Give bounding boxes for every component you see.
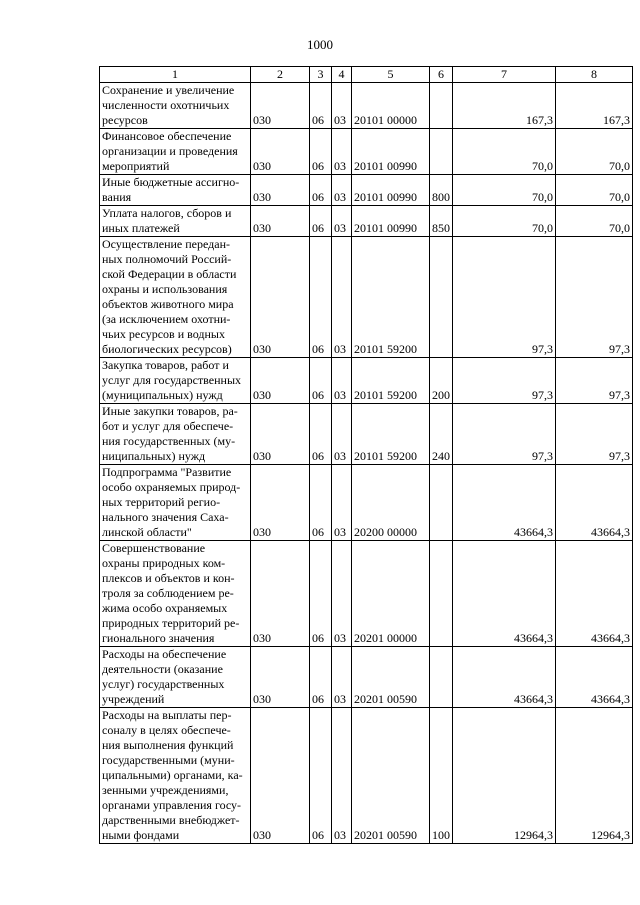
- column-header: 1: [100, 67, 251, 83]
- amount-cell: 70,0: [556, 129, 633, 175]
- table-row: [100, 708, 633, 844]
- section-cell: 06: [310, 708, 332, 844]
- target-article-cell: 20101 59200: [352, 358, 430, 404]
- table-row: [100, 206, 633, 237]
- table-row: [100, 541, 633, 647]
- amount-cell: 70,0: [453, 175, 556, 206]
- amount-cell: 12964,3: [453, 708, 556, 844]
- expense-type-cell: 200: [430, 358, 453, 404]
- amount-cell: 43664,3: [453, 465, 556, 541]
- target-article-cell: 20101 59200: [352, 237, 430, 358]
- table-row: [100, 647, 633, 708]
- column-header: 2: [251, 67, 310, 83]
- table-row: [100, 358, 633, 404]
- row-name-cell: Подпрограмма "Развитие особо охраняемых природ- ных территорий регио- нального значения Саха- линской области": [100, 465, 251, 541]
- section-cell: 06: [310, 129, 332, 175]
- subsection-cell: 03: [332, 175, 352, 206]
- column-header: 6: [430, 67, 453, 83]
- admin-code-cell: 030: [251, 541, 310, 647]
- expense-type-cell: 240: [430, 404, 453, 465]
- section-cell: 06: [310, 647, 332, 708]
- admin-code-cell: 030: [251, 404, 310, 465]
- admin-code-cell: 030: [251, 175, 310, 206]
- amount-cell: 70,0: [453, 206, 556, 237]
- admin-code-cell: 030: [251, 465, 310, 541]
- section-cell: 06: [310, 237, 332, 358]
- table-row: [100, 237, 633, 358]
- admin-code-cell: 030: [251, 237, 310, 358]
- amount-cell: 43664,3: [556, 465, 633, 541]
- section-cell: 06: [310, 358, 332, 404]
- subsection-cell: 03: [332, 404, 352, 465]
- row-name-cell: Осуществление передан- ных полномочий Россий- ской Федерации в области охраны и использования объектов животного мира (за исключением охотни- чьих ресурсов и водных биологических ресурсов): [100, 237, 251, 358]
- amount-cell: 97,3: [556, 358, 633, 404]
- row-name-cell: Уплата налогов, сборов и иных платежей: [100, 206, 251, 237]
- column-header: 8: [556, 67, 633, 83]
- row-name-cell: Расходы на обеспечение деятельности (оказание услуг) государственных учреждений: [100, 647, 251, 708]
- subsection-cell: 03: [332, 647, 352, 708]
- amount-cell: 43664,3: [556, 541, 633, 647]
- subsection-cell: 03: [332, 465, 352, 541]
- amount-cell: 70,0: [556, 175, 633, 206]
- table-row: [100, 404, 633, 465]
- column-header: 5: [352, 67, 430, 83]
- target-article-cell: 20201 00590: [352, 708, 430, 844]
- row-name-cell: Расходы на выплаты пер- соналу в целях обеспече- ния выполнения функций государственными (муни- ципальными) органами, ка- зенными учреждениями, органами управления госу- дарственными внебюджет- ными фондами: [100, 708, 251, 844]
- amount-cell: 70,0: [453, 129, 556, 175]
- column-header: 4: [332, 67, 352, 83]
- column-header: 3: [310, 67, 332, 83]
- admin-code-cell: 030: [251, 358, 310, 404]
- subsection-cell: 03: [332, 129, 352, 175]
- section-cell: 06: [310, 541, 332, 647]
- amount-cell: 167,3: [453, 83, 556, 129]
- expense-type-cell: [430, 465, 453, 541]
- subsection-cell: 03: [332, 206, 352, 237]
- row-name-cell: Иные закупки товаров, ра- бот и услуг для обеспече- ния государственных (му- ниципальных) нужд: [100, 404, 251, 465]
- admin-code-cell: 030: [251, 206, 310, 237]
- row-name-cell: Совершенствование охраны природных ком- плексов и объектов и кон- троля за соблюдением ре- жима особо охраняемых природных территорий ре- гионального значения: [100, 541, 251, 647]
- target-article-cell: 20101 59200: [352, 404, 430, 465]
- expense-type-cell: [430, 237, 453, 358]
- expense-type-cell: [430, 541, 453, 647]
- expense-type-cell: 100: [430, 708, 453, 844]
- section-cell: 06: [310, 206, 332, 237]
- target-article-cell: 20101 00990: [352, 129, 430, 175]
- target-article-cell: 20101 00000: [352, 83, 430, 129]
- subsection-cell: 03: [332, 708, 352, 844]
- expense-type-cell: [430, 129, 453, 175]
- row-name-cell: Финансовое обеспечение организации и проведения мероприятий: [100, 129, 251, 175]
- table-row: [100, 129, 633, 175]
- section-cell: 06: [310, 83, 332, 129]
- amount-cell: 70,0: [556, 206, 633, 237]
- amount-cell: 167,3: [556, 83, 633, 129]
- subsection-cell: 03: [332, 83, 352, 129]
- subsection-cell: 03: [332, 358, 352, 404]
- table-row: [100, 465, 633, 541]
- section-cell: 06: [310, 175, 332, 206]
- section-cell: 06: [310, 465, 332, 541]
- admin-code-cell: 030: [251, 129, 310, 175]
- amount-cell: 97,3: [556, 404, 633, 465]
- row-name-cell: Иные бюджетные ассигно- вания: [100, 175, 251, 206]
- admin-code-cell: 030: [251, 647, 310, 708]
- subsection-cell: 03: [332, 237, 352, 358]
- page-number: 1000: [307, 37, 333, 52]
- expense-type-cell: 850: [430, 206, 453, 237]
- target-article-cell: 20201 00000: [352, 541, 430, 647]
- target-article-cell: 20101 00990: [352, 206, 430, 237]
- amount-cell: 97,3: [453, 237, 556, 358]
- amount-cell: 97,3: [556, 237, 633, 358]
- section-cell: 06: [310, 404, 332, 465]
- amount-cell: 12964,3: [556, 708, 633, 844]
- amount-cell: 43664,3: [453, 541, 556, 647]
- admin-code-cell: 030: [251, 83, 310, 129]
- column-header: 7: [453, 67, 556, 83]
- expense-type-cell: [430, 647, 453, 708]
- expense-type-cell: 800: [430, 175, 453, 206]
- table-row: [100, 83, 633, 129]
- admin-code-cell: 030: [251, 708, 310, 844]
- table-row: [100, 175, 633, 206]
- amount-cell: 43664,3: [453, 647, 556, 708]
- budget-table: [99, 66, 633, 844]
- target-article-cell: 20200 00000: [352, 465, 430, 541]
- header-row: [100, 67, 633, 83]
- target-article-cell: 20101 00990: [352, 175, 430, 206]
- target-article-cell: 20201 00590: [352, 647, 430, 708]
- subsection-cell: 03: [332, 541, 352, 647]
- amount-cell: 97,3: [453, 404, 556, 465]
- amount-cell: 97,3: [453, 358, 556, 404]
- amount-cell: 43664,3: [556, 647, 633, 708]
- row-name-cell: Сохранение и увеличение численности охотничьих ресурсов: [100, 83, 251, 129]
- row-name-cell: Закупка товаров, работ и услуг для государственных (муниципальных) нужд: [100, 358, 251, 404]
- expense-type-cell: [430, 83, 453, 129]
